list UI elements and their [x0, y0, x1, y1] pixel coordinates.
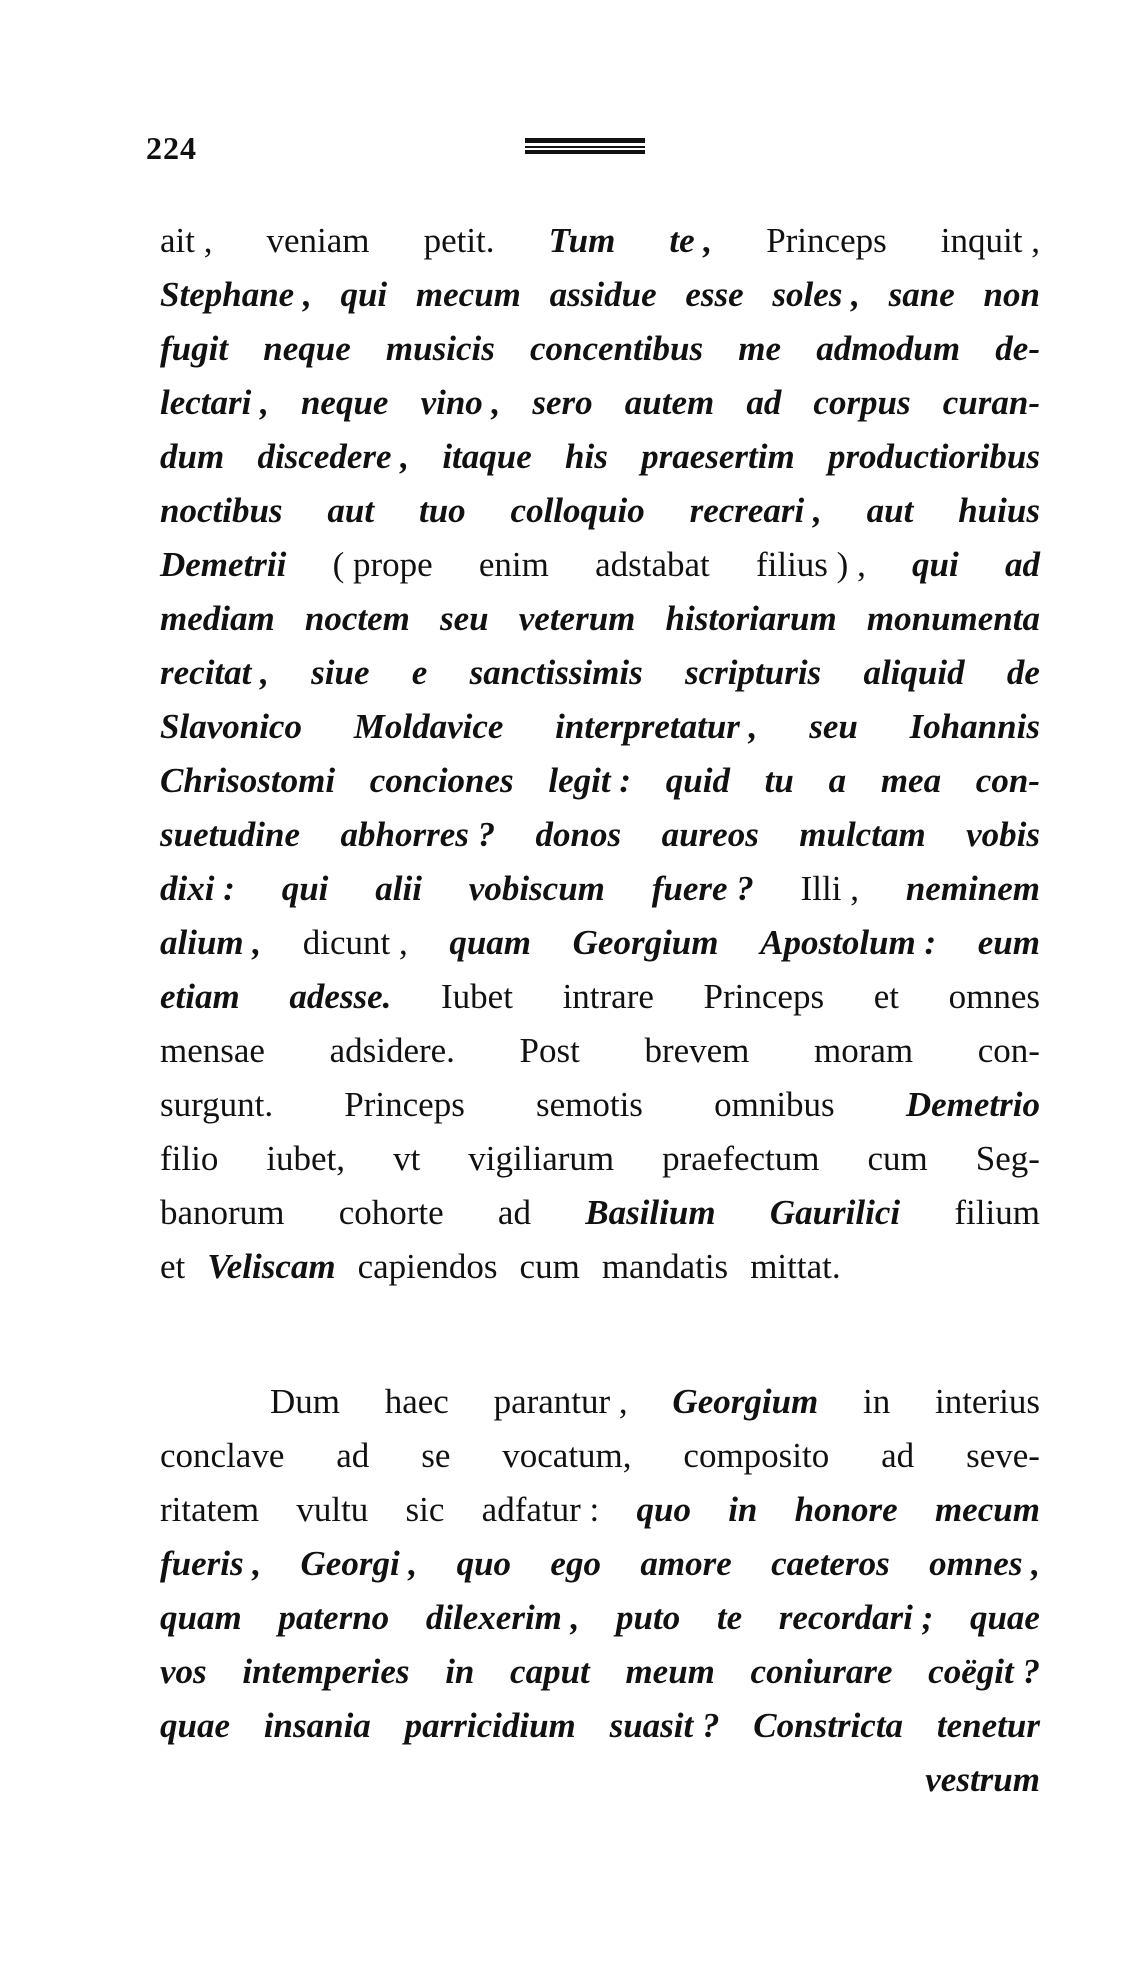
word: capiendos	[357, 1247, 498, 1286]
word: ad	[497, 1193, 531, 1232]
word: Tum	[548, 221, 616, 260]
word: omnibus	[714, 1085, 835, 1124]
word: te	[716, 1598, 743, 1637]
word: fuere ?	[651, 869, 754, 908]
word: concentibus	[530, 329, 704, 368]
word: surgunt.	[160, 1085, 274, 1124]
word: filio	[160, 1139, 219, 1178]
word: corpus	[813, 383, 911, 422]
word: coniurare	[750, 1652, 893, 1691]
word: adesse.	[289, 977, 392, 1016]
word: veterum	[518, 599, 636, 638]
text-line	[160, 592, 1040, 646]
text-line	[160, 484, 1040, 538]
word: parricidium	[404, 1706, 576, 1745]
word: intrare	[562, 977, 654, 1016]
text-line	[160, 1483, 1040, 1537]
word: Demetrio	[905, 1085, 1040, 1124]
word: Slavonico	[160, 707, 302, 746]
word: quae	[160, 1706, 230, 1745]
word: admodum	[816, 329, 961, 368]
word: ad	[746, 383, 782, 422]
text-line	[160, 754, 1040, 808]
word: paterno	[278, 1598, 390, 1637]
word: qui	[281, 869, 329, 908]
word: alium ,	[160, 923, 262, 962]
word: banorum	[160, 1193, 285, 1232]
text-line	[160, 376, 1040, 430]
word: recordari ;	[778, 1598, 934, 1637]
word: suetudine	[160, 815, 301, 854]
text-line	[160, 646, 1040, 700]
word: inquit ,	[940, 221, 1040, 260]
word: etiam	[160, 977, 240, 1016]
word: monumenta	[866, 599, 1040, 638]
word: fugit	[160, 329, 229, 368]
text-line	[160, 1699, 1040, 1753]
word: cohorte	[338, 1193, 444, 1232]
word: quo	[636, 1490, 691, 1529]
word: puto	[616, 1598, 681, 1637]
word: fueris ,	[160, 1544, 262, 1583]
word: haec	[384, 1382, 449, 1421]
word: sane	[888, 275, 955, 314]
word: sanctissimis	[469, 653, 643, 692]
word: esse	[685, 275, 744, 314]
word: mediam	[160, 599, 275, 638]
word: et	[873, 977, 899, 1016]
text-line	[160, 1645, 1040, 1699]
word: Iohannis	[909, 707, 1040, 746]
word: se	[421, 1436, 451, 1475]
word: Georgium	[572, 923, 719, 962]
word: mecum	[934, 1490, 1040, 1529]
word: praefectum	[662, 1139, 820, 1178]
text-line	[160, 1024, 1040, 1078]
text-line	[160, 430, 1040, 484]
word: et	[160, 1247, 186, 1286]
word: composito	[683, 1436, 830, 1475]
word: seve-	[966, 1436, 1040, 1475]
word: recitat ,	[160, 653, 269, 692]
word: interius	[934, 1382, 1040, 1421]
word: Seg-	[975, 1139, 1040, 1178]
word: seu	[439, 599, 489, 638]
header-rule	[525, 138, 645, 156]
word: adstabat	[595, 545, 710, 584]
word: Constricta	[753, 1706, 904, 1745]
word: vigiliarum	[468, 1139, 615, 1178]
word: aut	[327, 491, 375, 530]
word: Georgi ,	[300, 1544, 418, 1583]
word: cum	[867, 1139, 928, 1178]
word: suasit ?	[609, 1706, 720, 1745]
word: iubet,	[266, 1139, 346, 1178]
word: con-	[975, 761, 1040, 800]
text-line	[160, 1240, 1040, 1294]
word: mecum	[415, 275, 521, 314]
text-line	[160, 1429, 1040, 1483]
word: Gaurilici	[769, 1193, 901, 1232]
word: interpretatur ,	[555, 707, 758, 746]
word: quo	[456, 1544, 512, 1583]
text-line	[160, 538, 1040, 592]
word: ego	[550, 1544, 601, 1583]
text-line	[160, 700, 1040, 754]
word: sero	[532, 383, 593, 422]
word: in	[728, 1490, 758, 1529]
word: neque	[300, 383, 389, 422]
word: vobis	[966, 815, 1040, 854]
word: Moldavice	[353, 707, 504, 746]
word: scripturis	[685, 653, 822, 692]
rule-bar	[525, 150, 645, 154]
word: quid	[665, 761, 730, 800]
rule-bar	[525, 138, 645, 143]
word: lectari ,	[160, 383, 269, 422]
word: noctibus	[160, 491, 283, 530]
word: tenetur	[936, 1706, 1040, 1745]
word: seu	[809, 707, 858, 746]
text-line	[160, 1537, 1040, 1591]
word: cum	[519, 1247, 580, 1286]
word: Chrisostomi	[160, 761, 336, 800]
word: mittat.	[750, 1247, 841, 1286]
word: ritatem	[160, 1490, 260, 1529]
word: Dum	[270, 1382, 340, 1421]
word: a	[828, 761, 847, 800]
word: itaque	[442, 437, 532, 476]
word: colloquio	[510, 491, 645, 530]
word: veniam	[266, 221, 370, 260]
word: autem	[624, 383, 715, 422]
word: e	[411, 653, 428, 692]
word: legit :	[548, 761, 632, 800]
catchword-line	[160, 1753, 1040, 1807]
word: Apostolum :	[760, 923, 937, 962]
text-line	[160, 916, 1040, 970]
word: filium	[954, 1193, 1040, 1232]
word: de	[1006, 653, 1040, 692]
word: soles ,	[772, 275, 860, 314]
word: ( prope	[332, 545, 433, 584]
word: discedere ,	[257, 437, 410, 476]
word: vos	[160, 1652, 207, 1691]
word: insania	[263, 1706, 371, 1745]
word: Georgium	[672, 1382, 819, 1421]
word: aut	[866, 491, 914, 530]
paragraph-2	[160, 1375, 1040, 1807]
word: his	[565, 437, 608, 476]
text-line	[160, 1186, 1040, 1240]
word: dilexerim ,	[425, 1598, 580, 1637]
word: ad	[1004, 545, 1040, 584]
word: brevem	[644, 1031, 750, 1070]
word: ad	[336, 1436, 370, 1475]
word: neminem	[905, 869, 1040, 908]
word: historiarum	[665, 599, 837, 638]
word: intemperies	[242, 1652, 410, 1691]
word: donos	[535, 815, 622, 854]
word: musicis	[385, 329, 495, 368]
page-number: 224	[146, 130, 197, 166]
word: neque	[263, 329, 351, 368]
word: aureos	[661, 815, 759, 854]
word: alii	[375, 869, 422, 908]
word: abhorres ?	[340, 815, 496, 854]
word: mandatis	[601, 1247, 729, 1286]
paragraph-1	[160, 214, 1040, 1294]
word: Illi ,	[800, 869, 859, 908]
word: Iubet	[441, 977, 513, 1016]
word: coëgit ?	[928, 1652, 1040, 1691]
word: non	[983, 275, 1040, 314]
word: vobiscum	[468, 869, 605, 908]
word: amore	[640, 1544, 732, 1583]
word: in	[445, 1652, 475, 1691]
word: curan-	[942, 383, 1040, 422]
word: adsidere.	[329, 1031, 455, 1070]
word: mea	[880, 761, 942, 800]
word: vultu	[296, 1490, 369, 1529]
text-line	[160, 970, 1040, 1024]
word: caeteros	[771, 1544, 890, 1583]
text-line	[160, 808, 1040, 862]
word: quae	[969, 1598, 1040, 1637]
word: Princeps	[703, 977, 825, 1016]
word: te ,	[669, 221, 713, 260]
word: recreari ,	[689, 491, 822, 530]
word: omnes	[948, 977, 1040, 1016]
word: huius	[958, 491, 1040, 530]
word: eum	[977, 923, 1040, 962]
word: aliquid	[863, 653, 965, 692]
word: meum	[625, 1652, 715, 1691]
word: Demetrii	[160, 545, 287, 584]
word: Princeps	[344, 1085, 465, 1124]
rule-bar	[525, 146, 645, 148]
word: noctem	[304, 599, 410, 638]
word: quam	[160, 1598, 242, 1637]
word: quam	[449, 923, 532, 962]
word: honore	[794, 1490, 898, 1529]
word: dicunt ,	[302, 923, 408, 962]
word: praesertim	[641, 437, 795, 476]
text-line	[160, 214, 1040, 268]
word: vino ,	[420, 383, 501, 422]
word: ait ,	[160, 221, 213, 260]
word: vocatum,	[502, 1436, 632, 1475]
word: conciones	[369, 761, 514, 800]
word: petit.	[423, 221, 495, 260]
word: dum	[160, 437, 225, 476]
word: caput	[510, 1652, 590, 1691]
word: con-	[977, 1031, 1040, 1070]
text-line	[160, 1375, 1040, 1429]
word: Post	[519, 1031, 580, 1070]
text-line	[160, 1591, 1040, 1645]
word: productioribus	[827, 437, 1040, 476]
word: moram	[814, 1031, 914, 1070]
word: omnes ,	[929, 1544, 1040, 1583]
word: Stephane ,	[160, 275, 312, 314]
word: de-	[995, 329, 1040, 368]
word: Princeps	[766, 221, 887, 260]
word: semotis	[535, 1085, 643, 1124]
word: dixi :	[160, 869, 235, 908]
text-line	[160, 1078, 1040, 1132]
word: siue	[311, 653, 370, 692]
word: Veliscam	[207, 1247, 336, 1286]
word: vt	[393, 1139, 421, 1178]
text-line	[160, 1132, 1040, 1186]
word: ad	[881, 1436, 915, 1475]
word: enim	[478, 545, 549, 584]
text-line	[160, 322, 1040, 376]
word: conclave	[160, 1436, 285, 1475]
word: adfatur :	[481, 1490, 600, 1529]
word: mulctam	[799, 815, 926, 854]
word: tuo	[418, 491, 466, 530]
text-line	[160, 862, 1040, 916]
word: qui	[912, 545, 959, 584]
word: tu	[764, 761, 794, 800]
word: Basilium	[585, 1193, 716, 1232]
word: filius ) ,	[755, 545, 866, 584]
word: mensae	[160, 1031, 265, 1070]
catchword: vestrum	[925, 1760, 1040, 1799]
word: qui	[340, 275, 388, 314]
word: assidue	[549, 275, 657, 314]
word: parantur ,	[493, 1382, 628, 1421]
word: sic	[405, 1490, 445, 1529]
word: in	[863, 1382, 891, 1421]
text-line	[160, 268, 1040, 322]
word: me	[738, 329, 782, 368]
